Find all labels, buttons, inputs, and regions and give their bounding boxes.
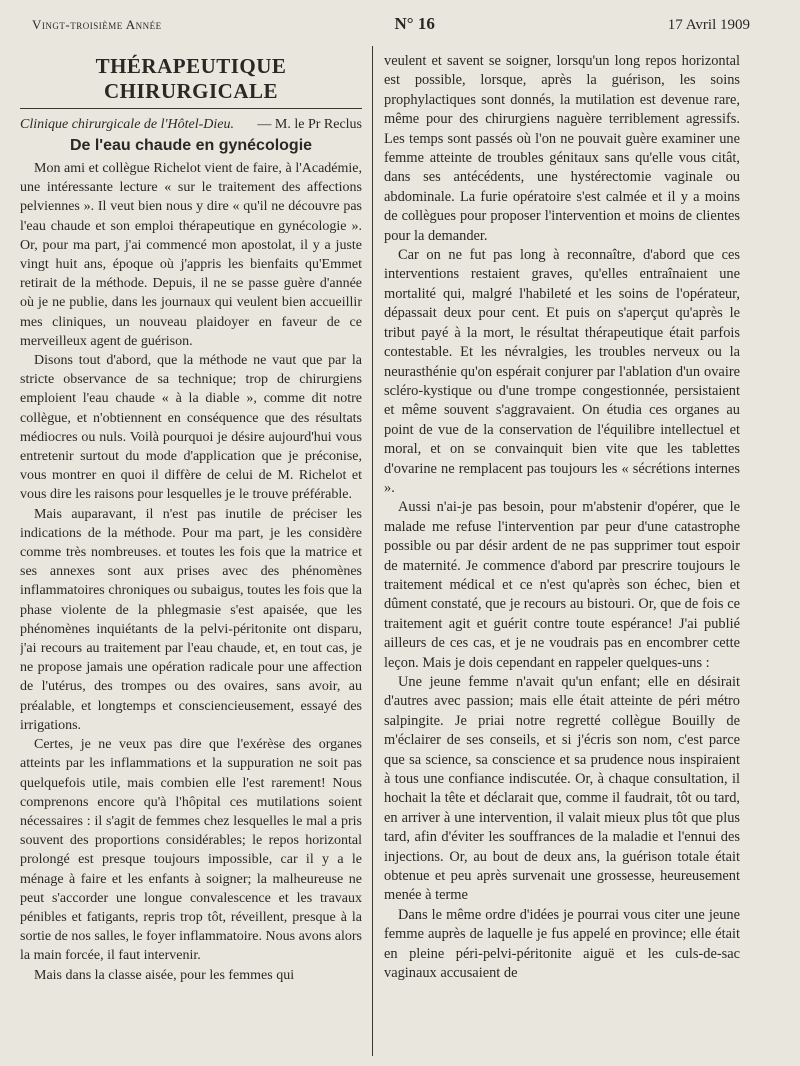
- paragraph: Une jeune femme n'avait qu'un enfant; elle en désirait d'autres avec passion; mais elle était atteinte de péri métro salpingite. Je priai notre regretté collègue Bouilly de m'éclairer de ses conseils, et si j'écris son nom, c'est parce que sa science, sa conscience et sa prudence nous inspiraient à tous une confiance indiscutée. Or, à chaque consultation, il hochait la tête et déclarait que, comme il faudrait, tôt ou tard, en arriver à une intervention, il valait mieux plus tôt que plus tard, afin d'éviter les souffrances de la maladie et l'ennui des injections. Or, au bout de deux ans, la guérison totale était obtenue et peu après survenait une grossesse, heureusement menée à terme: [384, 674, 740, 904]
- section-title: THÉRAPEUTIQUE CHIRURGICALE: [20, 54, 362, 109]
- article-title: De l'eau chaude en gynécologie: [69, 137, 313, 154]
- paragraph: Mais dans la classe aisée, pour les femmes qui: [34, 967, 295, 983]
- page-header: [32, 14, 750, 36]
- paragraph: Car on ne fut pas long à reconnaître, d'abord que ces interventions restaient graves, qu'elles entraînaient une mortalité qui, malgré l'habileté et les soins de l'opérateur, dépassait deux pour cent. Et puis on s'aperçut qu'après le tribut payé à la mort, le résultat thérapeutique était parfois contestable. Et les névralgies, les troubles nerveux ou la neurasthénie qu'on espérait conjurer par l'ablation d'un ovaire scléro-kystique ou d'une trompe congestionnée, persistaient et même souvent s'aggravaient. On étudia ces organes au point de vue de la conservation de l'équilibre intellectuel et moral, et on se convainquit bien vite que les tablettes d'ovarine ne remplacent pas toujours les « sécrétions internes ».: [384, 247, 740, 496]
- paragraph: Aussi n'ai-je pas besoin, pour m'abstenir d'opérer, que le malade me refuse l'intervention par peur d'une catastrophe possible ou par désir ardent de ne pas supprimer tout espoir de maternité. Je commence d'abord par prescrire toujours le traitement médical et ce n'est qu'après son échec, bien et dûment constaté, que je recours au bistouri. Or, que de fois ce traitement agit et guérit contre toute espérance! J'ai publié ailleurs de ces cas, et je ne voudrais pas en encombrer cette leçon. Mais je dois cependant en rappeler quelques-uns :: [384, 499, 740, 671]
- issue-number: N° 16: [394, 14, 435, 33]
- paragraph: Dans le même ordre d'idées je pourrai vous citer une jeune femme auprès de laquelle je fus appelé en province; elle était en pleine péri-pelvi-péritonite aiguë et les culs-de-sac vaginaux accusaient de: [384, 906, 740, 982]
- issue-date: 17 Avril 1909: [667, 17, 750, 33]
- left-column: [20, 52, 362, 1054]
- paragraph: Mais auparavant, il n'est pas inutile de préciser les indications de la méthode. Pour ma part, je les considère comme très nombreuses. et toutes les fois que la matrice et ses annexes sont aux prises avec des phénomènes inflammatoires chroniques ou subaigus, toutes les fois que la phase violente de la phlegmasie s'est apaisée, que les phénomènes inquiétants de la pelvi-péritonite ont disparu, j'ai recours au traitement par l'eau chaude, et, en tout cas, je ne propose jamais une opération radicale pour une affection de l'utérus, des trompes ou des ovaires, sans avoir, au préalable, et longtemps et consciencieusement, essayé des irrigations.: [20, 506, 362, 733]
- clinic-name: Clinique chirurgicale de l'Hôtel-Dieu.: [20, 117, 234, 132]
- right-column: [384, 52, 740, 1054]
- paragraph: veulent et savent se soigner, lorsqu'un long repos horizontal est possible, lorsque, après la guérison, les soins prophylactiques sont donnés, la mutilation est devenue rare, même pour des chirurgiens naguère terriblement agressifs. Les temps sont passés où l'on ne pouvait guère examiner une femme atteinte de troubles génitaux sans qu'elle vous citât, dans ses antécédents, une hystérectomie vaginale ou abdominale. La furie opératoire s'est calmée et il y a moins de collègues pour proposer l'intervention et moins de clientes pour la demander.: [384, 53, 740, 244]
- author-name: — M. le Pr Reclus: [257, 117, 362, 132]
- column-divider: [372, 46, 373, 1056]
- byline: [20, 117, 362, 133]
- paragraph: Disons tout d'abord, que la méthode ne vaut que par la stricte observance de sa technique; trop de chirurgiens emploient l'eau chaude « à la diable », comme dit notre collègue, et n'obtiennent en conséquence que des résultats médiocres ou nuls. Voilà pourquoi je désire aujourd'hui vous entretenir surtout du mode d'application que je préconise, vous montrer en quoi il diffère de celui de M. Richelot et vous dire les raisons pour lesquelles je le trouve préférable.: [20, 353, 362, 503]
- volume-year: Vingt-troisième Année: [32, 17, 162, 32]
- paragraph: Certes, je ne veux pas dire que l'exérèse des organes atteints par les inflammations et la suppuration ne soit pas quelquefois utile, mais combien elle l'est rarement! Nous comprenons encore qu'à l'hôpital ces mutilations soient nécessaires : il s'agit de femmes chez lesquelles le mal a pris souvent des proportions considérables; le repos horizontal prolongé est presque toujours impossible, car il y a le ménage à faire et les enfants à soigner; la malheureuse ne peut s'accorder une longue convalescence et les travaux pénibles et fatigants, repris trop tôt, réveillent, presque à la sortie de nos salles, le foyer inflammatoire. Nous avons alors la main forcée, il faut intervenir.: [20, 737, 362, 964]
- paragraph: Mon ami et collègue Richelot vient de faire, à l'Académie, une intéressante lecture « sur le traitement des affections pelviennes ». Il veut bien nous y dire « qu'il ne découvre pas l'eau chaude et son emploi thérapeutique en gynécologie ». Or, pour ma part, j'ai commencé mon apostolat, il y a juste vingt huit ans, époque où j'appris les bienfaits qu'Emmet retirait de la méthode. Depuis, il ne se passe guère d'année où je ne publie, dans les journaux qui veulent bien accueillir mes cliniques, un nouveau plaidoyer en faveur de ce merveilleux agent de guérison.: [20, 161, 362, 349]
